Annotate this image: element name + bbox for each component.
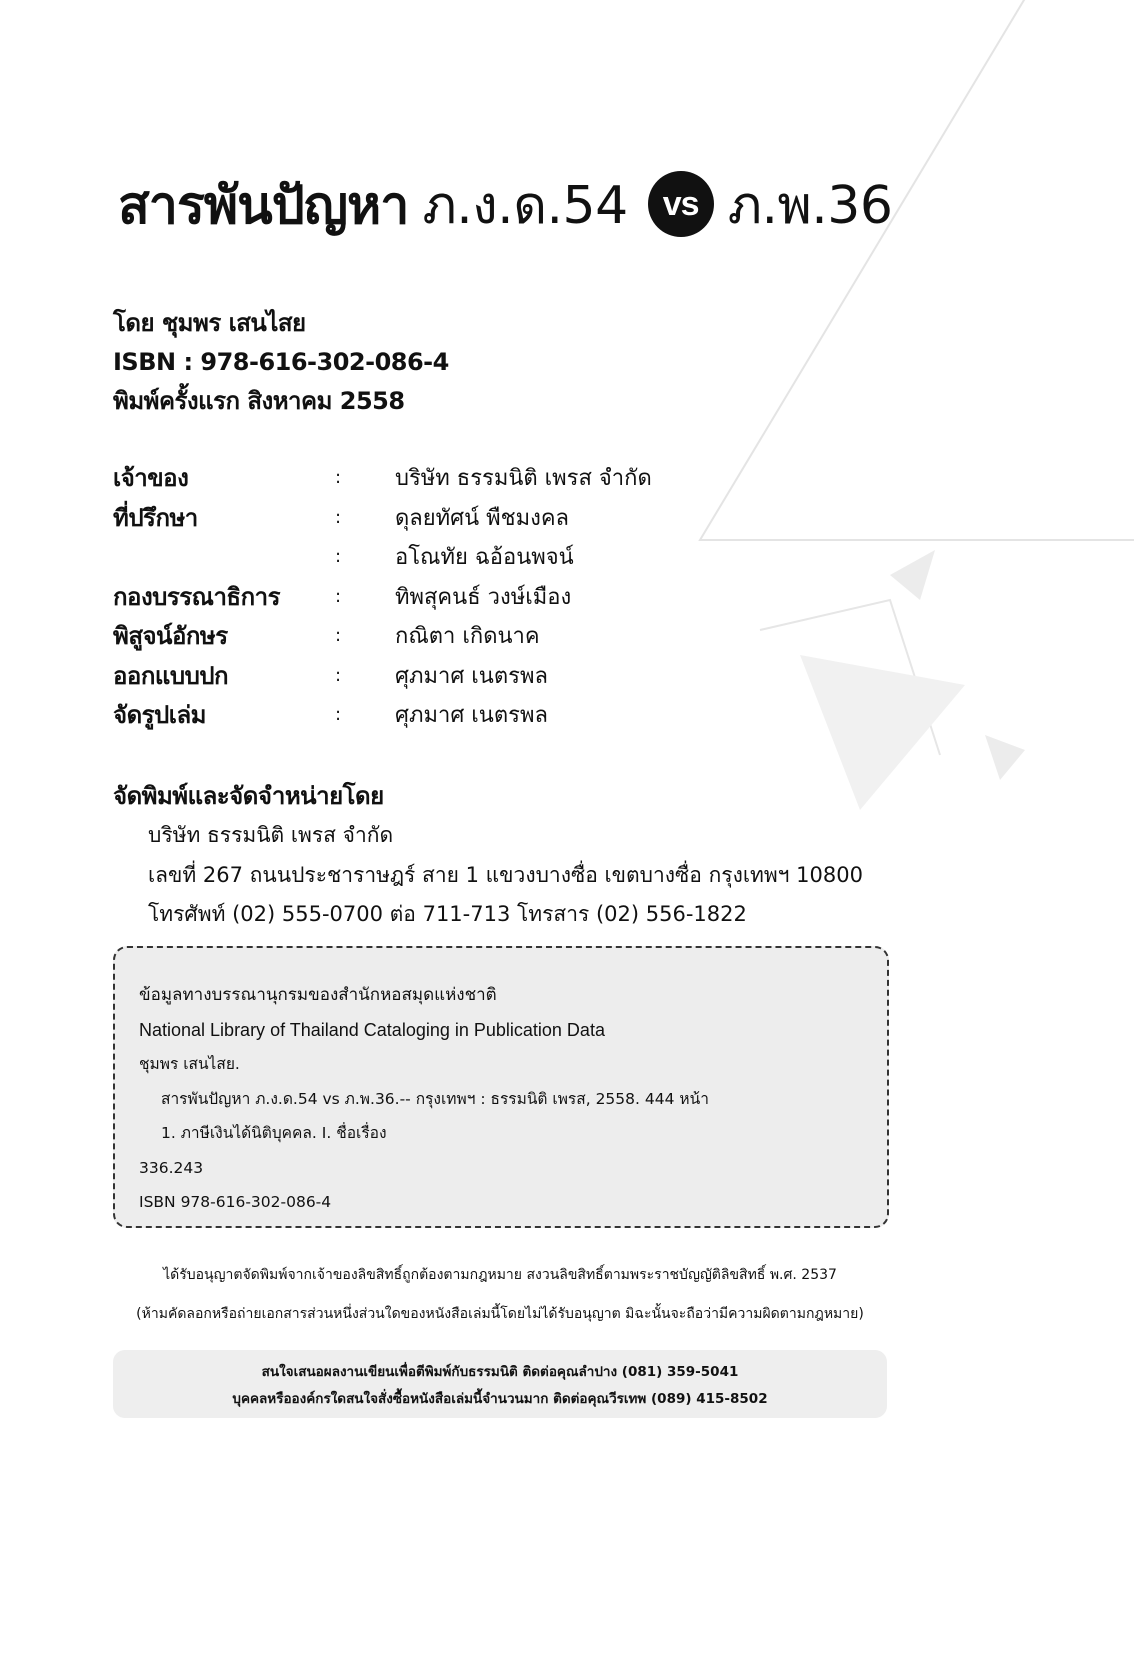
publisher-info [148,816,863,935]
credit-role: ออกแบบปก [113,661,229,690]
credit-colon: : [335,704,342,726]
credit-row [113,616,652,656]
cip-author: ชุมพร เสนไสย. [139,1055,240,1073]
credit-role: พิสูจน์อักษร [113,622,228,651]
author-line: โดย ชุมพร เสนไสย [113,309,306,337]
publisher-phone: โทรศัพท์ (02) 555-0700 ต่อ 711-713 โทรสาร (02) 556-1822 [148,902,747,926]
credit-name: อโณทัย ฉอ้อนพจน์ [395,545,574,571]
credit-name: ศุภมาศ เนตรพล [395,663,548,689]
book-title [118,168,892,240]
credits-list [113,458,652,735]
edition-line: พิมพ์ครั้งแรก สิงหาคม 2558 [113,387,405,415]
contact-bulk-order: บุคคลหรือองค์กรใดสนใจสั่งซื้อหนังสือเล่มนี้จำนวนมาก ติดต่อคุณวีรเทพ (089) 415-8502 [232,1391,768,1407]
contact-submission: สนใจเสนอผลงานเขียนเพื่อตีพิมพ์กับธรรมนิติ ติดต่อคุณลำปาง (081) 359-5041 [261,1364,739,1380]
credit-colon: : [335,585,342,607]
copyright-notice: ได้รับอนุญาตจัดพิมพ์จากเจ้าของลิขสิทธิ์ถูกต้องตามกฎหมาย สงวนลิขสิทธิ์ตามพระราชบัญญัติลิขสิทธิ์ พ.ศ. 2537 [163,1267,837,1283]
credit-colon: : [335,506,342,528]
title-main: สารพันปัญหา [118,175,409,236]
small-triangle-1 [890,550,935,600]
credit-role: จัดรูปเล่ม [113,701,207,730]
credit-role: กองบรรณาธิการ [113,582,280,611]
title-code-left: ภ.ง.ด.54 [422,175,628,236]
cip-title-line: สารพันปัญหา ภ.ง.ด.54 vs ภ.พ.36.-- กรุงเทพฯ : ธรรมนิติ เพรส, 2558. 444 หน้า [161,1089,709,1108]
cip-heading-thai: ข้อมูลทางบรรณานุกรมของสำนักหอสมุดแห่งชาติ [139,985,497,1005]
cip-data-box [113,946,889,1228]
credit-colon: : [335,467,342,489]
credit-colon: : [335,664,342,686]
book-meta [113,304,449,421]
credit-role: ที่ปรึกษา [113,503,198,532]
credit-row [113,695,652,735]
cip-classification: 336.243 [139,1158,204,1177]
publisher-name: บริษัท ธรรมนิติ เพรส จำกัด [148,823,394,847]
isbn-line: ISBN : 978-616-302-086-4 [113,348,449,376]
credit-name: บริษัท ธรรมนิติ เพรส จำกัด [395,466,652,492]
publisher-heading: จัดพิมพ์และจัดจำหน่ายโดย [113,782,384,810]
cip-isbn: ISBN 978-616-302-086-4 [139,1193,332,1211]
large-outline-triangle [700,0,1134,540]
medium-filled-triangle [800,655,965,810]
credit-colon: : [335,625,342,647]
credit-role: เจ้าของ [113,464,189,493]
copyright-warning: (ห้ามคัดลอกหรือถ่ายเอกสารส่วนหนึ่งส่วนใดของหนังสือเล่มนี้โดยไม่ได้รับอนุญาต มิฉะนั้นจะถือว่ามีความผิดตามกฎหมาย) [136,1306,864,1322]
title-code-right: ภ.พ.36 [727,175,893,236]
cip-heading-english: National Library of Thailand Cataloging in Publication Data [139,1019,605,1040]
credit-row [113,577,652,617]
publisher-address: เลขที่ 267 ถนนประชาราษฎร์ สาย 1 แขวงบางซื่อ เขตบางซื่อ กรุงเทพฯ 10800 [148,862,863,887]
credit-name: กณิตา เกิดนาค [395,624,540,650]
credit-row [113,458,652,498]
credit-name: ดุลยทัศน์ พืชมงคล [395,505,570,531]
credit-row [113,656,652,696]
contact-box [113,1350,887,1418]
small-triangle-2 [985,735,1025,780]
cip-subjects: 1. ภาษีเงินได้นิติบุคคล. I. ชื่อเรื่อง [161,1124,387,1142]
credit-row [113,498,652,538]
credit-row [113,537,652,577]
credit-colon: : [335,546,342,568]
credit-name: ศุภมาศ เนตรพล [395,703,548,729]
vs-badge: vs [648,171,714,237]
credit-name: ทิพสุคนธ์ วงษ์เมือง [395,584,572,610]
cip-content [139,978,709,1220]
